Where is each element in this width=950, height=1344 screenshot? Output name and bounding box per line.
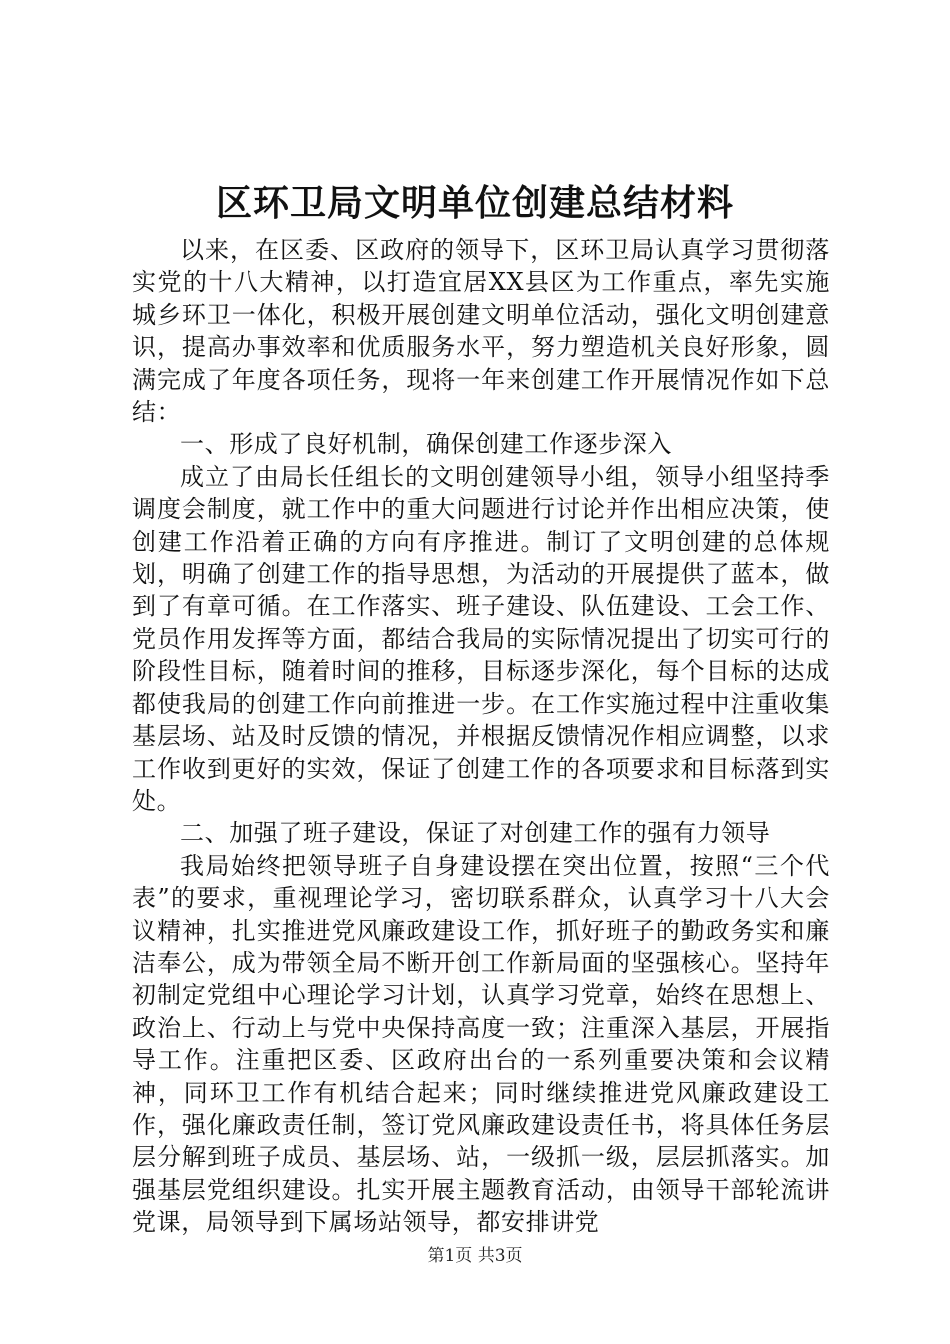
page-number-footer: 第1页 共3页 (427, 1246, 523, 1266)
section-1-paragraph: 成立了由局长任组长的文明创建领导小组，领导小组坚持季调度会制度，就工作中的重大问题进行讨论并作出相应决策，使创建工作沿着正确的方向有序推进。制订了文明创建的总体规划，明确了创建工作的指导思想，为活动的开展提供了蓝本，做到了有章可循。在工作落实、班子建设、队伍建设、工会工作、党员作用发挥等方面，都结合我局的实际情况提出了切实可行的阶段性目标，随着时间的推移，目标逐步深化，每个目标的达成都使我局的创建工作向前推进一步。在工作实施过程中注重收集基层场、站及时反馈的情况，并根据反馈情况作相应调整，以求工作收到更好的实效，保证了创建工作的各项要求和目标落到实处。 (132, 462, 830, 815)
document-body (132, 234, 830, 1239)
section-heading-2: 二、加强了班子建设，保证了对创建工作的强有力领导 (180, 819, 771, 848)
section-2-paragraph: 我局始终把领导班子自身建设摆在突出位置，按照“三个代表”的要求，重视理论学习，密切联系群众，认真学习十八大会议精神，扎实推进党风廉政建设工作，抓好班子的勤政务实和廉洁奉公，成为带领全局不断开创工作新局面的坚强核心。坚持年初制定党组中心理论学习计划，认真学习党章，始终在思想上、政治上、行动上与党中央保持高度一致；注重深入基层，开展指导工作。注重把区委、区政府出台的一系列重要决策和会议精神，同环卫工作有机结合起来；同时继续推进党风廉政建设工作，强化廉政责任制，签订党风廉政建设责任书，将具体任务层层分解到班子成员、基层场、站，一级抓一级，层层抓落实。加强基层党组织建设。扎实开展主题教育活动，由领导干部轮流讲党课，局领导到下属场站领导，都安排讲党 (132, 851, 830, 1237)
intro-paragraph: 以来，在区委、区政府的领导下，区环卫局认真学习贯彻落实党的十八大精神，以打造宜居XX县区为工作重点，率先实施城乡环卫一体化，积极开展创建文明单位活动，强化文明创建意识，提高办事效率和优质服务水平，努力塑造机关良好形象，圆满完成了年度各项任务，现将一年来创建工作开展情况作如下总结： (132, 236, 830, 427)
section-heading-1: 一、形成了良好机制，确保创建工作逐步深入 (180, 430, 672, 459)
document-title: 区环卫局文明单位创建总结材料 (215, 182, 734, 224)
